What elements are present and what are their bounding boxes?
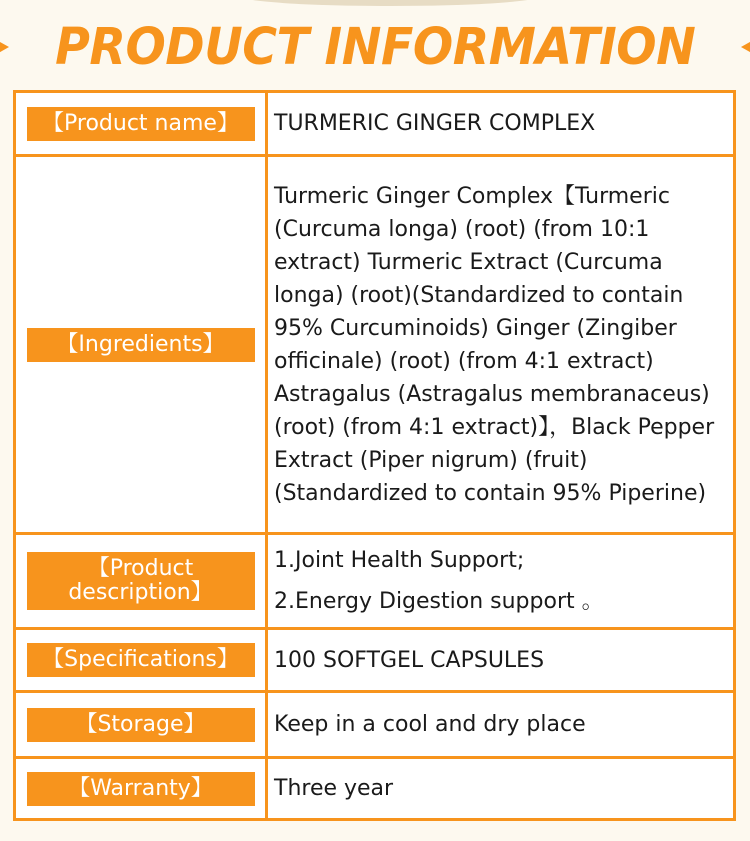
value-cell [268, 93, 727, 154]
top-decoration [240, 0, 540, 6]
row-product-name [16, 93, 733, 157]
row-specifications [16, 630, 733, 693]
label-specifications: 【Specifications】 [27, 643, 255, 677]
label-ingredients: 【Ingredients】 [27, 328, 255, 362]
description-line: 2.Energy Digestion support 。 [274, 589, 604, 614]
value-product-description [268, 540, 604, 622]
description-line: 1.Joint Health Support; [274, 548, 525, 573]
arrow-right-icon [0, 38, 9, 56]
value-cell [268, 693, 727, 756]
value-cell [268, 759, 727, 818]
product-info-table [13, 90, 736, 821]
value-warranty: Three year [274, 776, 394, 801]
value-product-name: TURMERIC GINGER COMPLEX [274, 111, 596, 136]
value-specifications: 100 SOFTGEL CAPSULES [274, 647, 545, 673]
value-ingredients: Turmeric Ginger Complex【Turmeric (Curcuma longa) (root) (from 10:1 extract) Turmeric Extract (Curcuma longa) (root)(Standardized to contain 95% Curcuminoids) Ginger (Zingiber officinale) (root) (from 4:1 extract) Astragalus (Astragalus membranaceus) (root) (from 4:1 extract)】，Black Pepper Extract (Piper nigrum) (fruit) (Standardized to contain 95% Piperine) [274, 183, 715, 506]
label-cell [16, 157, 268, 532]
label-product-description: 【Product description】 [27, 552, 255, 610]
row-ingredients [16, 157, 733, 535]
label-warranty: 【Warranty】 [27, 772, 255, 806]
row-product-description [16, 535, 733, 630]
label-cell [16, 93, 268, 154]
label-cell [16, 759, 268, 818]
row-warranty [16, 759, 733, 818]
page-title: PRODUCT INFORMATION [54, 17, 696, 77]
label-storage: 【Storage】 [27, 708, 255, 742]
value-cell [268, 157, 727, 532]
value-cell [268, 535, 727, 627]
row-storage [16, 693, 733, 759]
value-cell [268, 630, 727, 690]
label-cell [16, 630, 268, 690]
label-cell [16, 535, 268, 627]
label-product-name: 【Product name】 [27, 107, 255, 141]
header [0, 12, 750, 82]
arrow-left-icon [741, 38, 750, 56]
label-cell [16, 693, 268, 756]
value-storage: Keep in a cool and dry place [274, 712, 586, 737]
